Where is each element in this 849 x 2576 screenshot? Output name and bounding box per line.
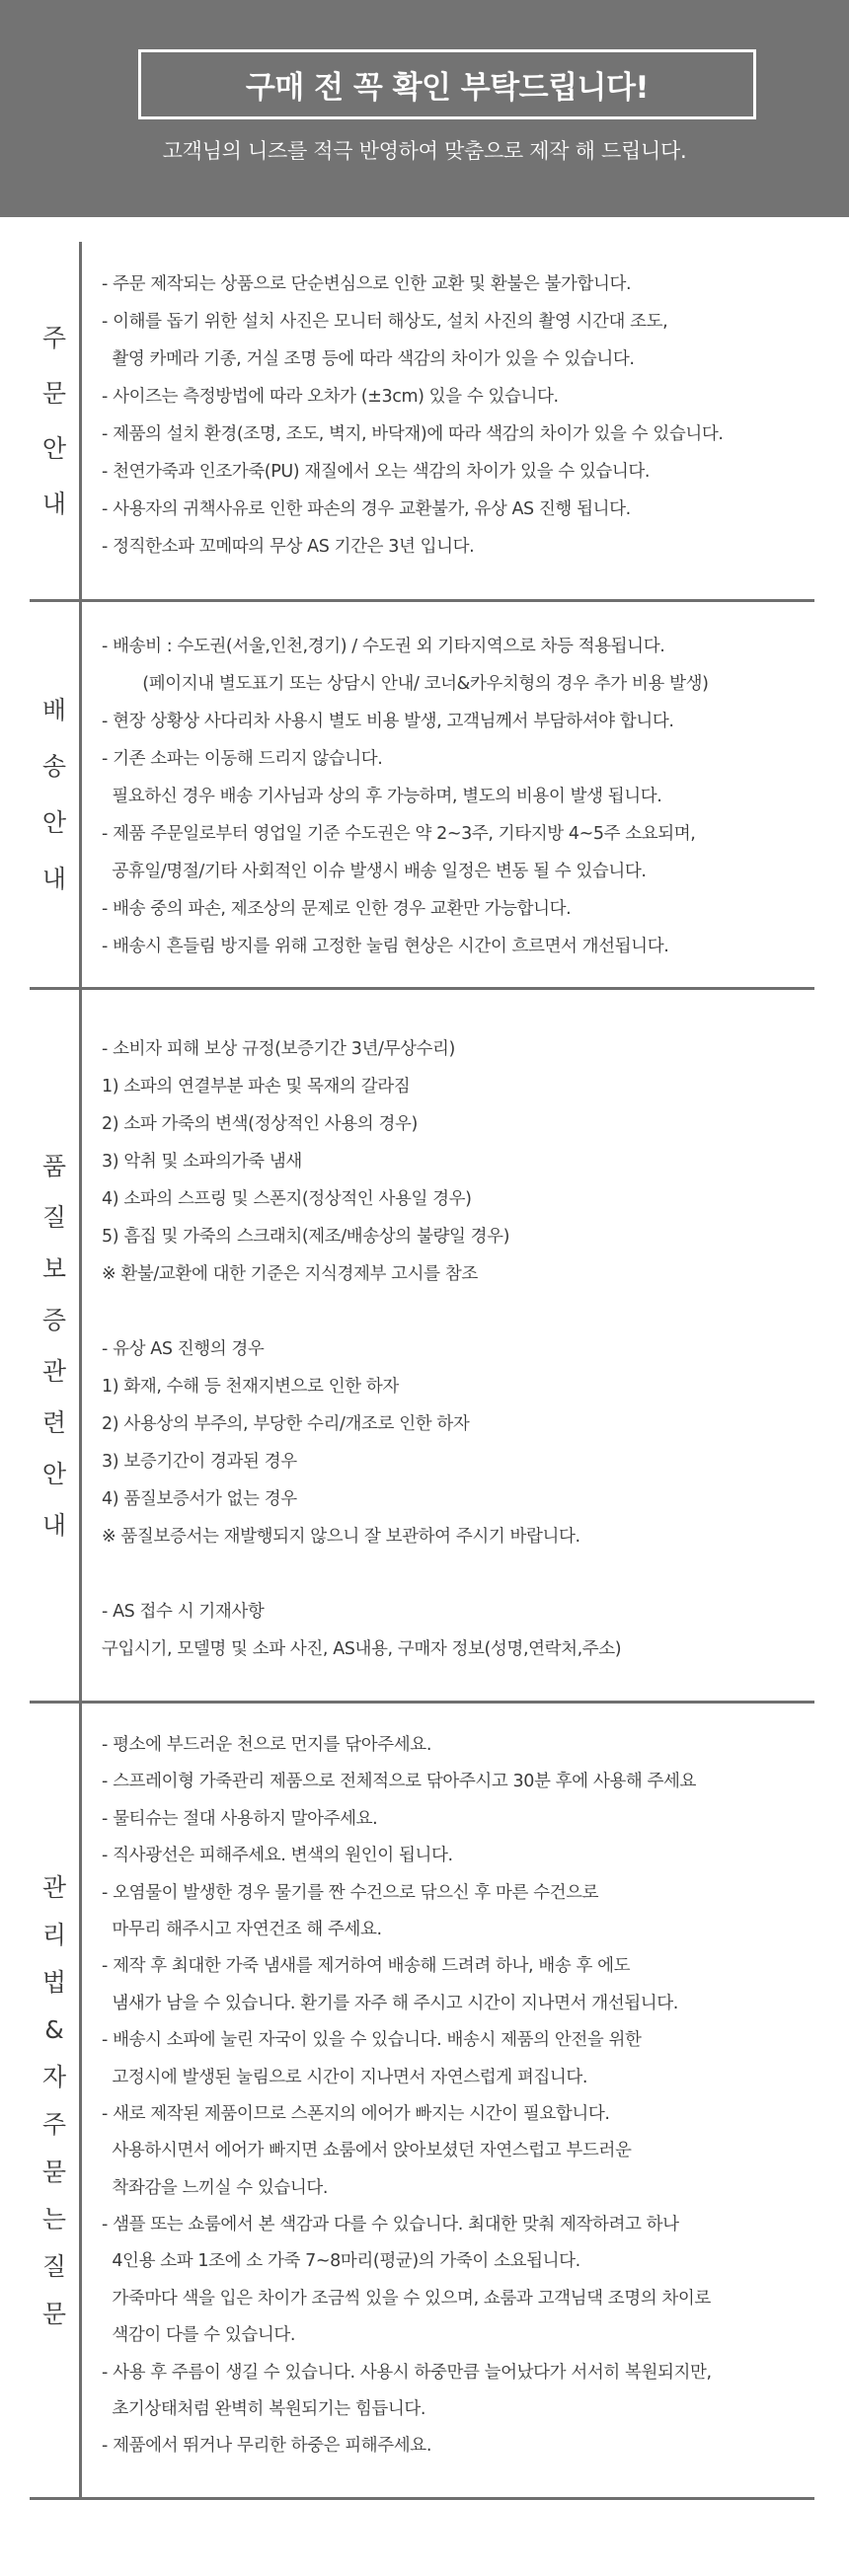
text-line: - 배송 중의 파손, 제조상의 문제로 인한 경우 교환만 가능합니다. xyxy=(102,899,572,919)
section-divider-horizontal xyxy=(30,2497,814,2500)
section-label-char: 주 xyxy=(41,323,67,352)
text-line: 1) 소파의 연결부분 파손 및 목재의 갈라짐 xyxy=(102,1077,411,1097)
section-label-char: 질 xyxy=(41,2251,67,2281)
section-label-char: 련 xyxy=(41,1407,67,1437)
section-divider-vertical xyxy=(79,1704,82,2497)
text-line: - 물티슈는 절대 사용하지 말아주세요. xyxy=(102,1808,378,1829)
text-line: 2) 소파 가죽의 변색(정상적인 사용의 경우) xyxy=(102,1114,418,1134)
section-label-char: 송 xyxy=(41,752,67,781)
section-label-char: 안 xyxy=(41,808,67,837)
header-subtitle: 고객님의 니즈를 적극 반영하여 맞춤으로 제작 해 드립니다. xyxy=(162,139,687,163)
text-line: - 천연가죽과 인조가죽(PU) 재질에서 오는 색감의 차이가 있을 수 있습니다. xyxy=(102,462,651,482)
text-line: 색감이 다를 수 있습니다. xyxy=(102,2325,296,2346)
text-line: - 배송시 소파에 눌린 자국이 있을 수 있습니다. 배송시 제품의 안전을 위한 xyxy=(102,2030,642,2051)
text-line: - 스프레이형 가죽관리 제품으로 전체적으로 닦아주시고 30분 후에 사용해 주세요 xyxy=(102,1772,697,1792)
text-line: - 평소에 부드러운 천으로 먼지를 닦아주세요. xyxy=(102,1735,431,1755)
section-label-char: 내 xyxy=(41,489,67,518)
text-line: - 제품의 설치 환경(조명, 조도, 벽지, 바닥재)에 따라 색감의 차이가 있을 수 있습니다. xyxy=(102,424,724,444)
section-label-char: 리 xyxy=(41,1920,67,1949)
text-line: - 기존 소파는 이동해 드리지 않습니다. xyxy=(102,749,383,769)
text-line: 사용하시면서 에어가 빠지면 쇼룸에서 앉아보셨던 자연스럽고 부드러운 xyxy=(102,2141,632,2161)
section-body xyxy=(102,1727,814,2465)
text-line: - 사용자의 귀책사유로 인한 파손의 경우 교환불가, 유상 AS 진행 됩니다. xyxy=(102,499,631,519)
section-label-char: 안 xyxy=(41,1459,67,1488)
text-line: - 이해를 돕기 위한 설치 사진은 모니터 해상도, 설치 사진의 촬영 시간대 조도, xyxy=(102,312,668,332)
text-line: (페이지내 별도표기 또는 상담시 안내/ 코너&카우치형의 경우 추가 비용 발생) xyxy=(102,674,709,694)
text-line: 3) 악취 및 소파의가죽 냄새 xyxy=(102,1152,302,1172)
text-line: ※ 품질보증서는 재발행되지 않으니 잘 보관하여 주시기 바랍니다. xyxy=(102,1527,580,1547)
blank-line xyxy=(102,1555,814,1593)
section-label-char: 관 xyxy=(41,1356,67,1386)
section-label-char: 보 xyxy=(41,1253,67,1283)
section-shipping-info xyxy=(30,602,814,987)
text-line: 착좌감을 느끼실 수 있습니다. xyxy=(102,2177,329,2198)
section-label-char: 배 xyxy=(41,696,67,724)
text-line: - 사이즈는 측정방법에 따라 오차가 (±3cm) 있을 수 있습니다. xyxy=(102,387,559,407)
text-line: - 제작 후 최대한 가죽 냄새를 제거하여 배송해 드려려 하나, 배송 후 에도 xyxy=(102,1956,631,1977)
section-quality-guarantee xyxy=(30,990,814,1701)
section-label xyxy=(30,990,79,1701)
section-order-info xyxy=(30,242,814,599)
section-label-char: 묻 xyxy=(41,2157,67,2186)
text-line: - 샘플 또는 쇼룸에서 본 색감과 다를 수 있습니다. 최대한 맞춰 제작하려고 하나 xyxy=(102,2215,679,2235)
text-line: 고정시에 발생된 눌림으로 시간이 지나면서 자연스럽게 펴집니다. xyxy=(102,2067,588,2087)
text-line: - 배송비 : 수도권(서울,인천,경기) / 수도권 외 기타지역으로 차등 적용됩니다. xyxy=(102,637,665,656)
text-line: - 직사광선은 피해주세요. 변색의 원인이 됩니다. xyxy=(102,1846,453,1866)
section-label-char: 자 xyxy=(41,2062,67,2091)
text-line: 3) 보증기간이 경과된 경우 xyxy=(102,1452,297,1472)
section-label-char: 질 xyxy=(41,1202,67,1232)
text-line: 공휴일/명절/기타 사회적인 이슈 발생시 배송 일정은 변동 될 수 있습니다. xyxy=(102,862,647,881)
section-label xyxy=(30,242,79,599)
section-divider-vertical xyxy=(79,990,82,1701)
text-line: - 현장 상황상 사다리차 사용시 별도 비용 발생, 고객님께서 부담하셔야 합니다. xyxy=(102,712,674,731)
text-line: - 사용 후 주름이 생길 수 있습니다. 사용시 하중만큼 늘어났다가 서서히 복원되지만, xyxy=(102,2362,712,2383)
section-label-char: 관 xyxy=(41,1872,67,1902)
text-line: - 제품 주문일로부터 영업일 기준 수도권은 약 2~3주, 기타지방 4~5주 소요되며, xyxy=(102,824,696,844)
section-divider-vertical xyxy=(79,602,82,987)
section-label-char: 안 xyxy=(41,433,67,463)
header-title: 구매 전 꼭 확인 부탁드립니다! xyxy=(245,70,650,106)
text-line: - 소비자 피해 보상 규정(보증기간 3년/무상수리) xyxy=(102,1039,455,1059)
section-label-char: 문 xyxy=(41,378,67,408)
text-line: 구입시기, 모델명 및 소파 사진, AS내용, 구매자 정보(성명,연락처,주소) xyxy=(102,1639,622,1659)
text-line: - 유상 AS 진행의 경우 xyxy=(102,1339,265,1359)
text-line: - 제품에서 뛰거나 무리한 하중은 피해주세요. xyxy=(102,2436,431,2457)
section-body xyxy=(102,1030,814,1668)
section-label-char: 내 xyxy=(41,865,67,893)
text-line: 4) 품질보증서가 없는 경우 xyxy=(102,1489,297,1509)
section-care-faq xyxy=(30,1704,814,2497)
text-line: - 오염물이 발생한 경우 물기를 짠 수건으로 닦으신 후 마른 수건으로 xyxy=(102,1882,599,1903)
page-header xyxy=(0,0,849,217)
text-line: 4) 소파의 스프링 및 스폰지(정상적인 사용일 경우) xyxy=(102,1189,472,1209)
text-line: 촬영 카메라 기종, 거실 조명 등에 따라 색감의 차이가 있을 수 있습니다. xyxy=(102,349,635,369)
section-label-char: 품 xyxy=(41,1151,67,1180)
blank-line xyxy=(102,1293,814,1330)
text-line: - 주문 제작되는 상품으로 단순변심으로 인한 교환 및 환불은 불가합니다. xyxy=(102,274,632,294)
text-line: 5) 흠집 및 가죽의 스크래치(제조/배송상의 불량일 경우) xyxy=(102,1227,510,1247)
text-line: 2) 사용상의 부주의, 부당한 수리/개조로 인한 하자 xyxy=(102,1414,470,1434)
text-line: - 배송시 흔들림 방지를 위해 고정한 눌림 현상은 시간이 흐르면서 개선됩니다. xyxy=(102,937,669,956)
text-line: 1) 화재, 수해 등 천재지변으로 인한 하자 xyxy=(102,1377,399,1397)
text-line: - AS 접수 시 기재사항 xyxy=(102,1602,265,1622)
text-line: - 새로 제작된 제품이므로 스폰지의 에어가 빠지는 시간이 필요합니다. xyxy=(102,2103,610,2124)
section-body xyxy=(102,265,814,566)
header-title-box xyxy=(138,49,756,119)
section-label-char: 주 xyxy=(41,2109,67,2139)
section-divider-vertical xyxy=(79,242,82,599)
text-line: 냄새가 남을 수 있습니다. 환기를 자주 해 주시고 시간이 지나면서 개선됩니다. xyxy=(102,1993,678,2013)
section-body xyxy=(102,628,814,965)
section-label-char: 문 xyxy=(41,2299,67,2328)
section-label-char: 는 xyxy=(41,2204,67,2234)
text-line: 초기상태처럼 완벽히 복원되기는 힘듭니다. xyxy=(102,2399,426,2420)
text-line: 4인용 소파 1조에 소 가죽 7~8마리(평균)의 가죽이 소요됩니다. xyxy=(102,2251,580,2272)
section-label xyxy=(30,1704,79,2497)
text-line: ※ 환불/교환에 대한 기준은 지식경제부 고시를 참조 xyxy=(102,1264,478,1284)
section-label-char: 증 xyxy=(41,1305,67,1334)
text-line: 마무리 해주시고 자연건조 해 주세요. xyxy=(102,1919,382,1939)
text-line: 가죽마다 색을 입은 차이가 조금씩 있을 수 있으며, 쇼룸과 고객님댁 조명의 차이로 xyxy=(102,2288,711,2309)
section-label-char: 내 xyxy=(41,1510,67,1540)
section-label-char: & xyxy=(44,2014,64,2044)
text-line: - 정직한소파 꼬메따의 무상 AS 기간은 3년 입니다. xyxy=(102,537,475,557)
section-label xyxy=(30,602,79,987)
section-label-char: 법 xyxy=(41,1967,67,1997)
text-line: 필요하신 경우 배송 기사님과 상의 후 가능하며, 별도의 비용이 발생 됩니다. xyxy=(102,787,662,806)
